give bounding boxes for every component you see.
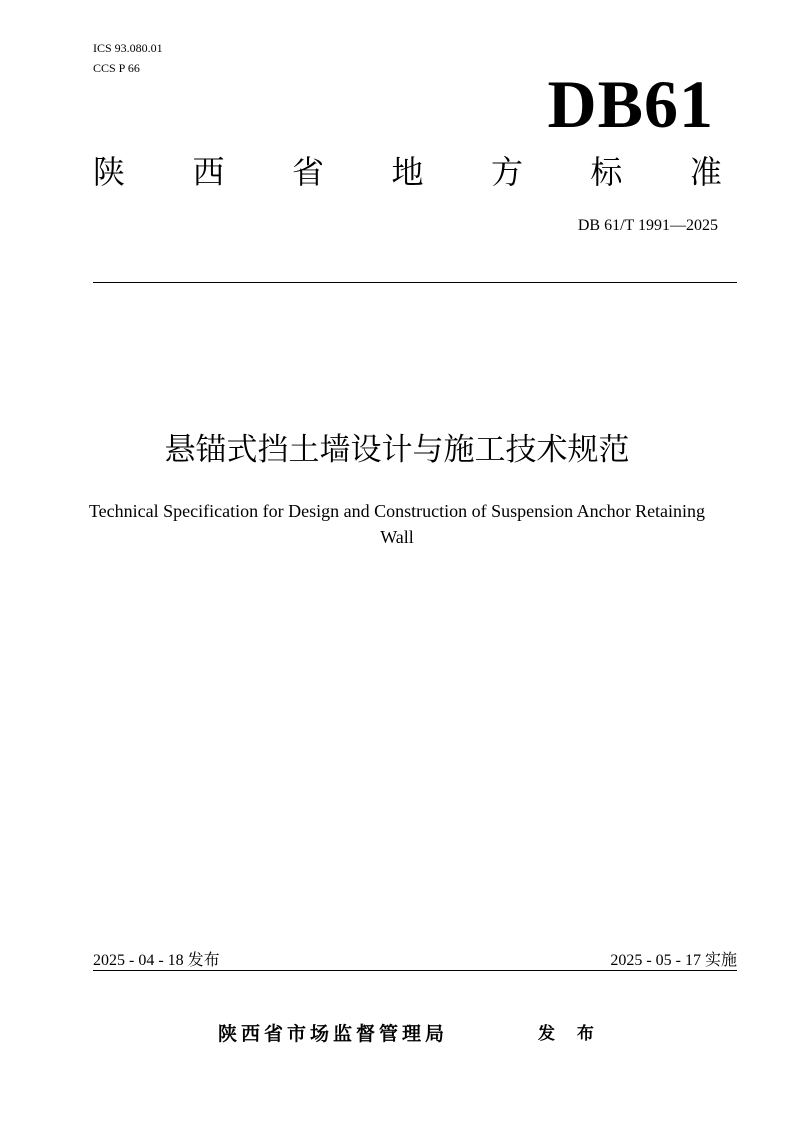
issue-date-value: 2025 - 04 - 18 xyxy=(93,952,188,969)
standard-type xyxy=(93,152,722,192)
title-chinese: 悬锚式挡土墙设计与施工技术规范 xyxy=(164,432,630,468)
issue-date xyxy=(93,950,220,971)
bottom-divider xyxy=(93,970,737,971)
standard-type-char: 方 xyxy=(490,153,523,191)
publisher: 陕西省市场监督管理局 xyxy=(218,1023,449,1045)
standard-type-char: 省 xyxy=(291,153,324,191)
standard-type-char: 准 xyxy=(689,153,722,191)
standard-type-char: 地 xyxy=(391,153,424,191)
ics-code: ICS 93.080.01 xyxy=(93,41,163,55)
standard-type-char: 标 xyxy=(590,153,623,191)
ccs-code: CCS P 66 xyxy=(93,61,140,75)
title-english-line-2: Wall xyxy=(380,527,414,547)
standard-code-logo: DB61 xyxy=(547,66,714,142)
title-english xyxy=(60,498,734,550)
top-divider xyxy=(93,282,737,283)
standard-type-char: 西 xyxy=(192,153,225,191)
implement-date-value: 2025 - 05 - 17 xyxy=(610,952,705,969)
implement-label: 实施 xyxy=(704,950,737,969)
standard-number: DB 61/T 1991—2025 xyxy=(577,217,718,234)
standard-type-char: 陕 xyxy=(93,153,126,191)
title-english-line-1: Technical Specification for Design and Construction of Suspension Anchor Retaining xyxy=(88,501,706,521)
issue-label: 发布 xyxy=(187,950,220,969)
publish-label: 发 布 xyxy=(538,1024,602,1044)
implement-date xyxy=(610,950,737,971)
